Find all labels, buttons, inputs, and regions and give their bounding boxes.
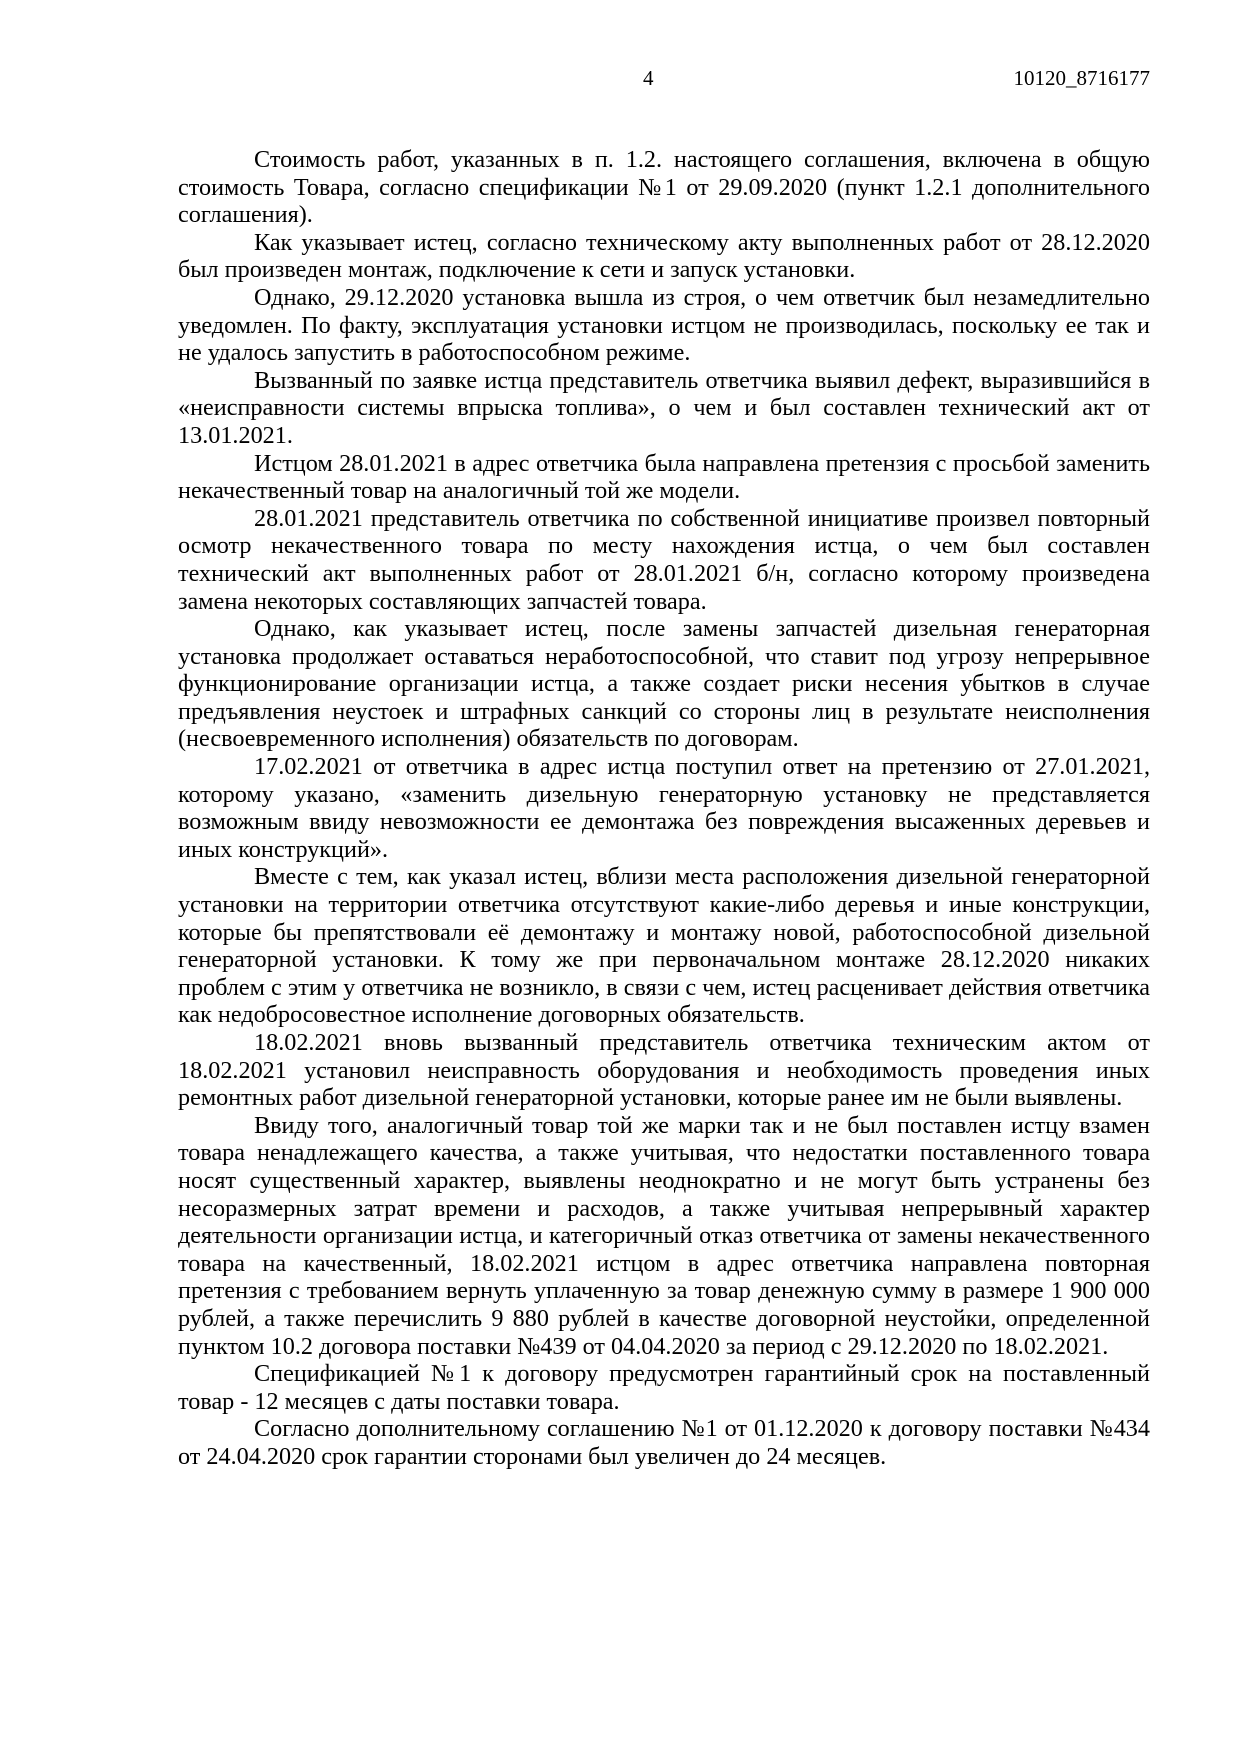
- page-header: [0, 66, 1241, 96]
- paragraph: 18.02.2021 вновь вызванный представитель ответчика техническим актом от 18.02.2021 установил неисправность оборудования и необходимость проведения иных ремонтных работ дизельной генераторной установки, которые ранее им не были выявлены.: [178, 1029, 1150, 1112]
- paragraph: Истцом 28.01.2021 в адрес ответчика была направлена претензия с просьбой заменить некачественный товар на аналогичный той же модели.: [178, 449, 1150, 505]
- paragraph: Стоимость работ, указанных в п. 1.2. настоящего соглашения, включена в общую стоимость Товара, согласно спецификации №1 от 29.09.2020 (пункт 1.2.1 дополнительного соглашения).: [178, 146, 1150, 229]
- paragraph: Согласно дополнительному соглашению №1 от 01.12.2020 к договору поставки №434 от 24.04.2020 срок гарантии сторонами был увеличен до 24 месяцев.: [178, 1415, 1150, 1470]
- paragraph: Ввиду того, аналогичный товар той же марки так и не был поставлен истцу взамен товара ненадлежащего качества, а также учитывая, что недостатки поставленного товара носят существенный характер, выявлены неоднократно и не могут быть устранены без несоразмерных затрат времени и расходов, а также учитывая непрерывный характер деятельности организации истца, и категоричный отказ ответчика от замены некачественного товара на качественный, 18.02.2021 истцом в адрес ответчика направлена повторная претензия с требованием вернуть уплаченную за товар денежную сумму в размере 1 900 000 рублей, а также перечислить 9 880 рублей в качестве договорной неустойки, определенной пунктом 10.2 договора поставки №439 от 04.04.2020 за период с 29.12.2020 по 18.02.2021.: [178, 1111, 1150, 1360]
- paragraph: Однако, как указывает истец, после замены запчастей дизельная генераторная установка продолжает оставаться неработоспособной, что ставит под угрозу непрерывное функционирование организации истца, а также создает риски несения убытков в случае предъявления неустоек и штрафных санкций со стороны лиц в результате неисполнения (несвоевременного исполнения) обязательств по договорам.: [178, 615, 1150, 753]
- paragraph: Однако, 29.12.2020 установка вышла из строя, о чем ответчик был незамедлительно уведомлен. По факту, эксплуатация установки истцом не производилась, поскольку ее так и не удалось запустить в работоспособном режиме.: [178, 283, 1150, 367]
- document-id: 10120_8716177: [1013, 66, 1150, 90]
- paragraph: Спецификацией №1 к договору предусмотрен гарантийный срок на поставленный товар - 12 месяцев с даты поставки товара.: [178, 1360, 1150, 1415]
- paragraph: 28.01.2021 представитель ответчика по собственной инициативе произвел повторный осмотр некачественного товара по месту нахождения истца, о чем был составлен технический акт выполненных работ от 28.01.2021 б/н, согласно которому произведена замена некоторых составляющих запчастей товара.: [178, 504, 1150, 615]
- document-body: [178, 146, 1150, 1471]
- paragraph: Как указывает истец, согласно техническому акту выполненных работ от 28.12.2020 был произведен монтаж, подключение к сети и запуск установки.: [178, 228, 1150, 284]
- page-number: 4: [643, 66, 654, 90]
- paragraph: Вызванный по заявке истца представитель ответчика выявил дефект, выразившийся в «неисправности системы впрыска топлива», о чем и был составлен технический акт от 13.01.2021.: [178, 366, 1150, 449]
- paragraph: 17.02.2021 от ответчика в адрес истца поступил ответ на претензию от 27.01.2021, которому указано, «заменить дизельную генераторную установку не представляется возможным ввиду невозможности ее демонтажа без повреждения высаженных деревьев и иных конструкций».: [178, 753, 1150, 863]
- paragraph: Вместе с тем, как указал истец, вблизи места расположения дизельной генераторной установки на территории ответчика отсутствуют какие-либо деревья и иные конструкции, которые бы препятствовали её демонтажу и монтажу новой, работоспособной дизельной генераторной установки. К тому же при первоначальном монтаже 28.12.2020 никаких проблем с этим у ответчика не возникло, в связи с чем, истец расценивает действия ответчика как недобросовестное исполнение договорных обязательств.: [178, 863, 1150, 1029]
